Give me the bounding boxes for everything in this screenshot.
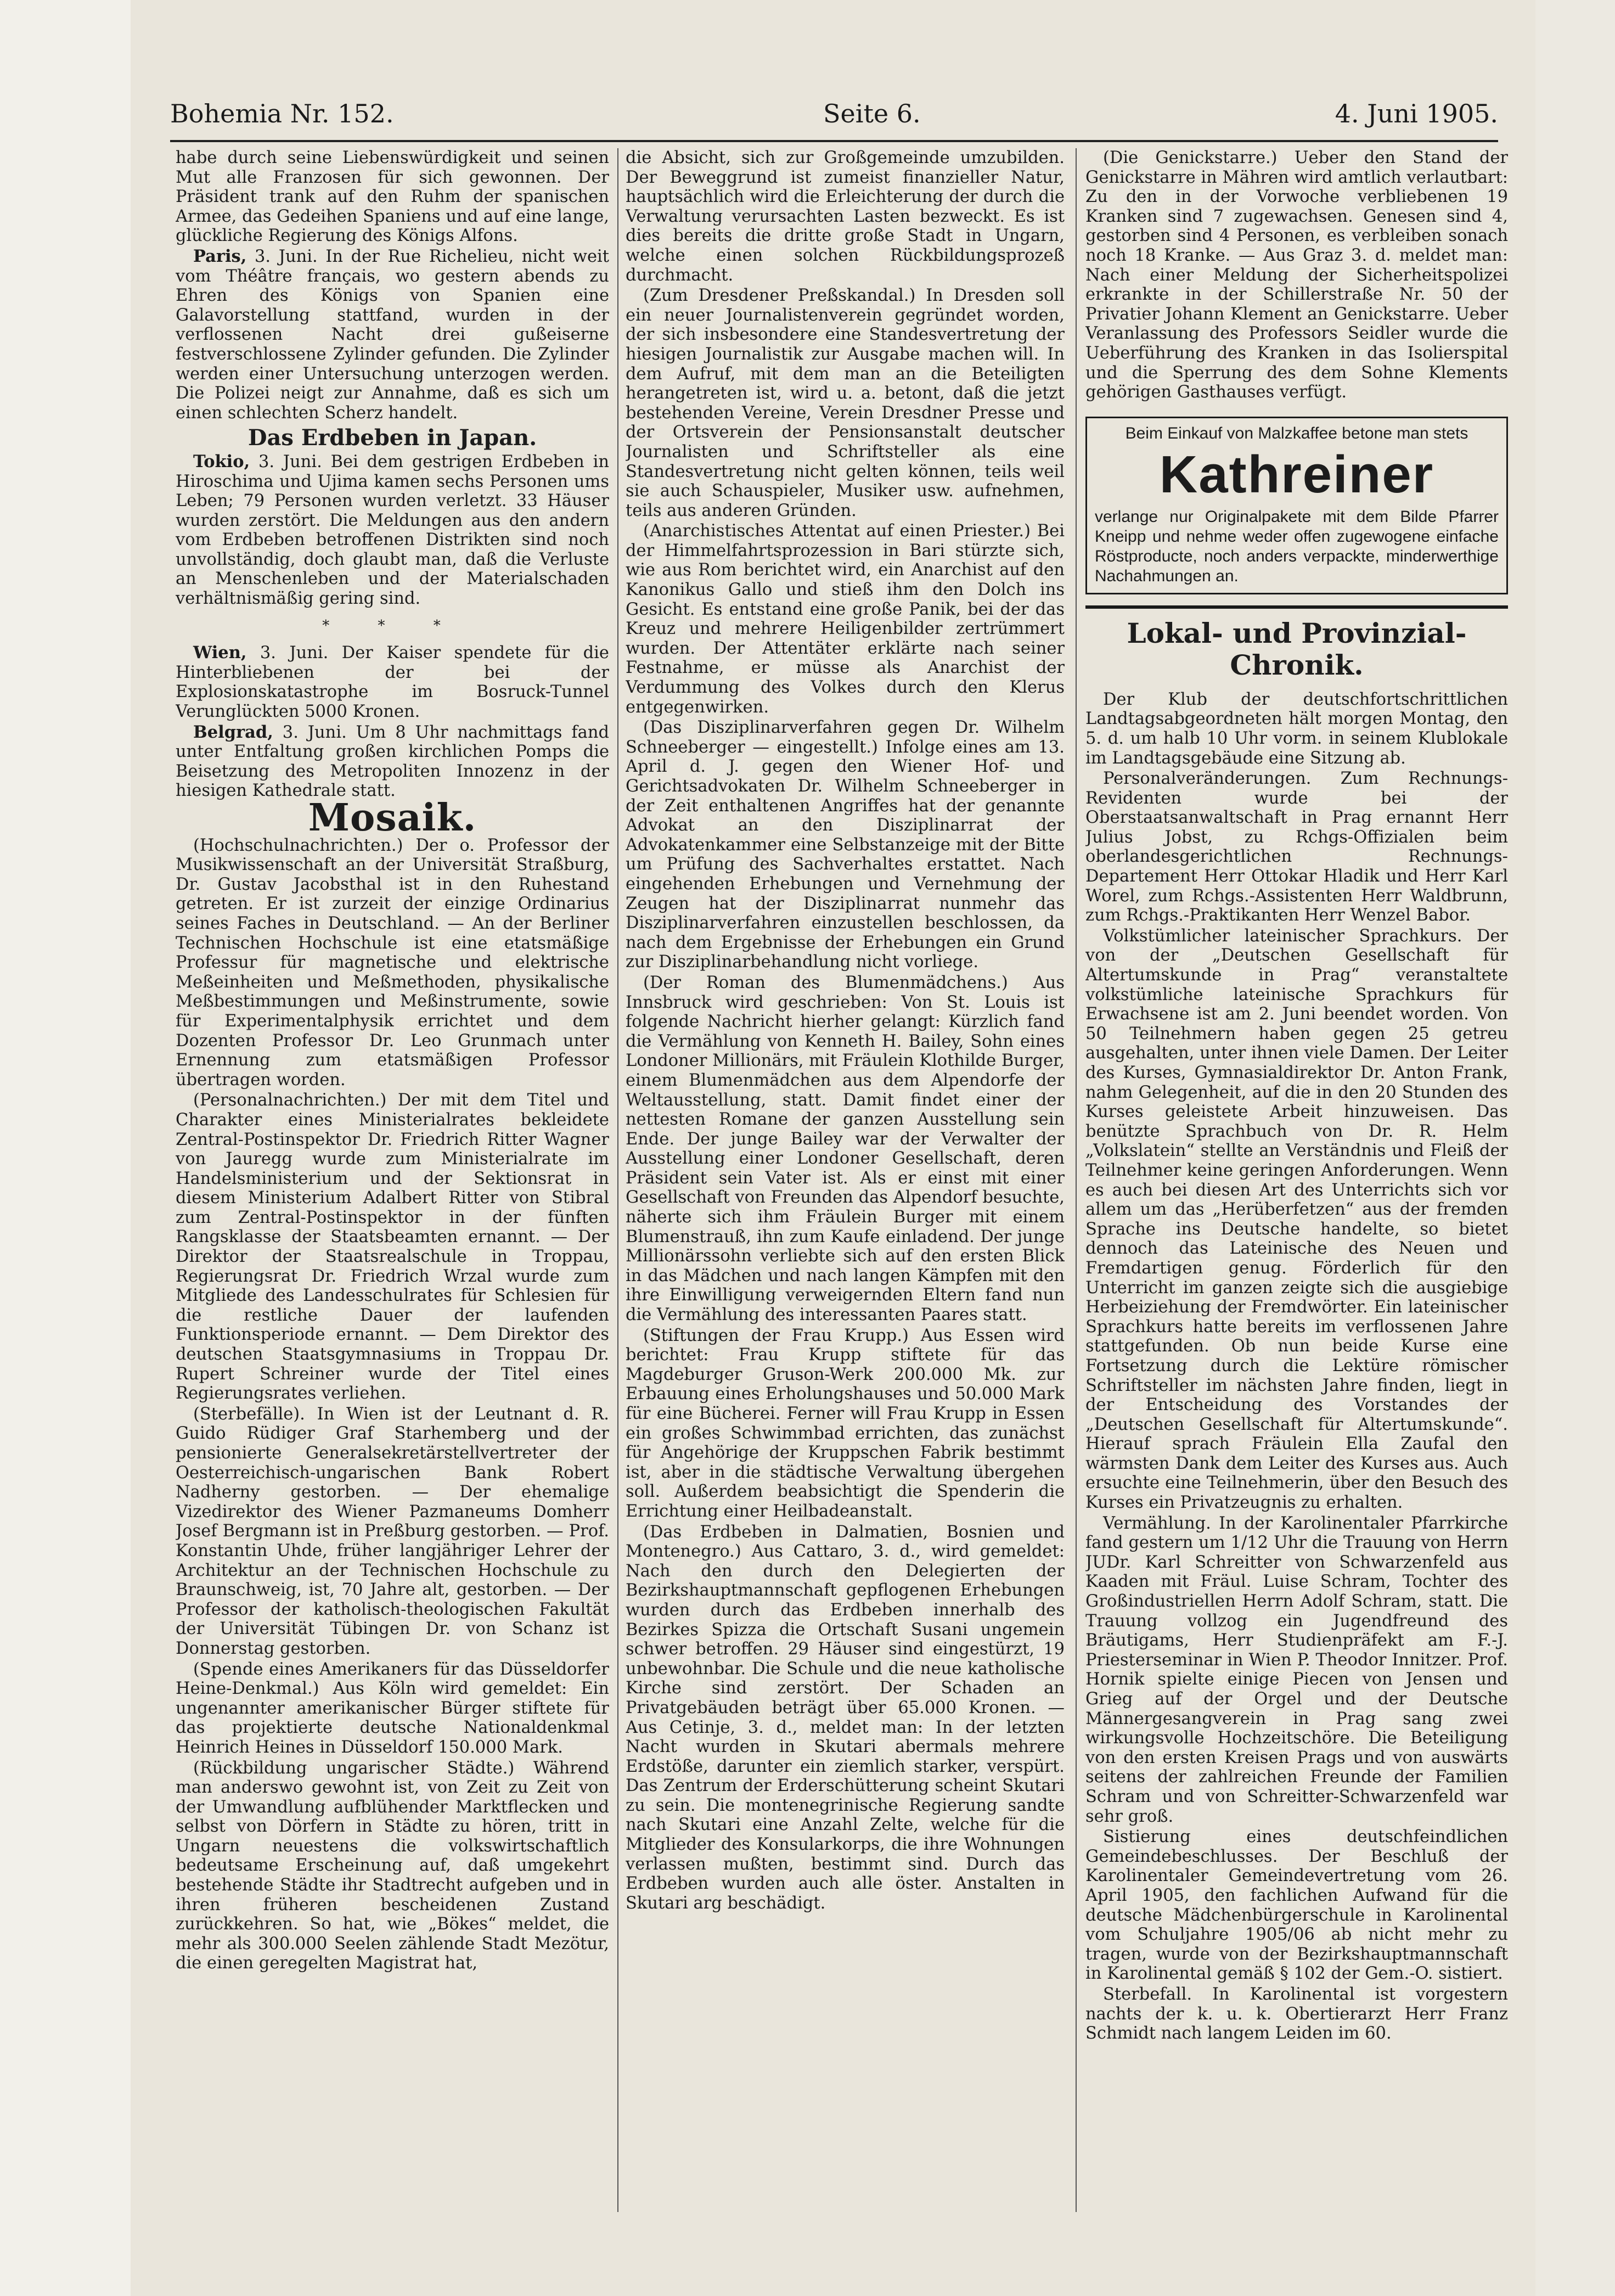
article-text: 3. Juni. Um 8 Uhr nachmittags fand unter Entfaltung großen kirchlichen Pomps die Beisetzung des Metropoliten Innozenz in der hiesigen Kathedrale statt. <box>176 722 609 801</box>
article-paragraph: (Stiftungen der Frau Krupp.) Aus Essen wird berichtet: Frau Krupp stiftete für das Magdeburger Gruson-Werk 200.000 Mk. zur Erbauung eines Erholungshauses und 50.000 Mark für eine Bücherei. Ferner will Frau Krupp in Essen ein großes Schwimmbad errichten, das zunächst für Angehörige der Kruppschen Fabrik bestimmt ist, aber in die städtische Verwaltung übergehen soll. Außerdem beabsichtigt die Spenderin die Errichtung einer Heilbadeanstalt. <box>626 1326 1065 1521</box>
article-paragraph: (Der Roman des Blumenmädchens.) Aus Innsbruck wird geschrieben: Von St. Louis ist folgende Nachricht hierher gelangt: Kürzlich fand die Vermählung von Kenneth H. Bailey, Sohn eines Londoner Millionärs, mit Fräulein Klothilde Burger, einem Blumenmädchen aus dem Alpendorfe der Weltausstellung, statt. Damit findet einer der nettesten Romane der ganzen Ausstellung sein Ende. Der junge Bailey war der Verwalter der Ausstellung einer Londoner Gesellschaft, deren Präsident sein Vater ist. Als er einst mit einer Gesellschaft von Freunden das Alpendorf besuchte, näherte sich ihm Fräulein Burger mit einem Blumenstrauß, ihn zum Kaufe einladend. Der junge Millionärssohn verliebte sich auf den ersten Blick in das Mädchen und nach langen Kämpfen mit den ihre Einwilligung verweigernden Eltern fand nun die Vermählung des interessanten Paares statt. <box>626 973 1065 1325</box>
article-text: 3. Juni. In der Rue Richelieu, nicht weit vom Théâtre français, wo gestern abends zu Ehren des Königs von Spanien eine Galavorstellung stattfand, wurden in der verflossenen Nacht drei gußeiserne festverschlossene Zylinder gefunden. Die Zylinder werden einer Untersuchung unterzogen werden. Die Polizei neigt zur Annahme, daß es sich um einen schlechten Scherz handelt. <box>176 246 609 423</box>
article-text: 3. Juni. Der Kaiser spendete für die Hinterbliebenen der bei der Explosionskatastrophe im Bosruck-Tunnel Verunglückten 5000 Kronen. <box>176 643 609 722</box>
ad-brand: Kathreiner <box>1159 445 1434 504</box>
section-rule <box>1085 605 1508 609</box>
article-text: 3. Juni. Bei dem gestrigen Erdbeben in Hiroschima und Ujima kamen sechs Personen ums Leben; 79 Personen wurden verletzt. 33 Häuser wurden zerstört. Die Meldungen aus den andern vom Erdbeben betroffenen Distrikten sind noch unvollständig, doch glaubt man, daß die Verluste an Menschenleben und der Materialschaden verhältnismäßig gering sind. <box>176 452 609 609</box>
page-header <box>170 93 1498 137</box>
column-2 <box>626 148 1065 2212</box>
dateline: Paris, <box>193 246 247 266</box>
section-heading: Das Erdbeben in Japan. <box>247 425 537 451</box>
article-paragraph: Vermählung. In der Karolinentaler Pfarrkirche fand gestern um 1/12 Uhr die Trauung von Herrn JUDr. Karl Schreitter von Schwarzenfeld aus Kaaden mit Fräul. Luise Schram, Tochter des Großindustriellen Herrn Adolf Schram, statt. Die Trauung vollzog ein Jugendfreund des Bräutigams, Herr Studienpräfekt am F.-J. Priesterseminar in Wien P. Theodor Innitzer. Prof. Hornik spielte einige Piecen von Jensen und Grieg auf der Orgel und der Deutsche Männergesangverein in Prag sang zwei wirkungsvolle Hochzeitschöre. Die Beteiligung von den ersten Kreisen Prags und von auswärts seitens der zahlreichen Freunde der Familien Schram und von Schreitter-Schwarzenfeld war sehr groß. <box>1085 1513 1508 1826</box>
section-title-chronik: Lokal- und Provinzial-Chronik. <box>1127 616 1467 681</box>
separator-stars: * * * <box>322 617 463 634</box>
column-3 <box>1085 148 1508 2212</box>
column-1 <box>176 148 609 2212</box>
article-paragraph <box>176 723 609 801</box>
dateline: Wien, <box>193 643 247 663</box>
article-paragraph <box>176 247 609 423</box>
ad-intro: Beim Einkauf von Malzkaffee betone man stets <box>1125 424 1468 442</box>
header-page-number: Seite 6. <box>823 99 921 128</box>
article-paragraph: (Die Genickstarre.) Ueber den Stand der Genickstarre in Mähren wird amtlich verlautbart: Zu den in der Vorwoche verbliebenen 19 Kranken sind 7 zugewachsen. Genesen sind 4, gestorben sind 4 Personen, es verbleiben sonach noch 18 Kranke. — Aus Graz 3. d. meldet man: Nach einer Meldung der Sicherheitspolizei erkrankte in der Schillerstraße Nr. 50 der Privatier Johann Klement an Genickstarre. Ueber Veranlassung des Professors Seidler wurde die Ueberführung des Kranken in das Isolierspital und die Sperrung des dem Sohne Klements gehörigen Gasthauses verfügt. <box>1085 148 1508 402</box>
header-issue: Bohemia Nr. 152. <box>170 99 394 128</box>
article-paragraph: habe durch seine Liebenswürdigkeit und seinen Mut alle Franzosen für sich gewonnen. Der Präsident trank auf den Ruhm der spanischen Armee, das Gedeihen Spaniens und auf eine lange, glückliche Regierung des Königs Alfons. <box>176 148 609 246</box>
dateline: Tokio, <box>193 451 250 471</box>
section-title-mosaik: Mosaik. <box>308 796 477 840</box>
article-paragraph: (Rückbildung ungarischer Städte.) Während man anderswo gewohnt ist, von Zeit zu Zeit von der Umwandlung aufblühender Marktflecken und selbst von Dörfern in Städte zu hören, tritt in Ungarn neuestens die volkswirtschaftlich bedeutsame Erscheinung auf, daß umgekehrt bestehende Städte ihr Stadtrecht aufgeben und in ihren früheren bescheidenen Zustand zurückkehren. So hat, wie „Bökes“ meldet, die mehr als 300.000 Seelen zählende Stadt Mezötur, die einen geregelten Magistrat hat, <box>176 1758 609 1973</box>
article-paragraph: (Personalnachrichten.) Der mit dem Titel und Charakter eines Ministerialrates bekleidete Zentral-Postinspektor Dr. Friedrich Ritter Wagner von Jauregg wurde zum Ministerialrate im Handelsministerium und der Sektionsrat in diesem Ministerium Adalbert Ritter von Stibral zum Zentral-Postinspektor in der fünften Rangsklasse der Staatsbeamten ernannt. — Der Direktor der Staatsrealschule in Troppau, Regierungsrat Dr. Friedrich Wrzal wurde zum Mitgliede des Landesschulrates für Schlesien für die restliche Dauer der laufenden Funktionsperiode ernannt. — Dem Direktor des deutschen Staatsgymnasiums in Troppau Dr. Rupert Schreiner wurde der Titel eines Regierungsrates verliehen. <box>176 1091 609 1404</box>
column-divider <box>617 148 618 2212</box>
article-paragraph: die Absicht, sich zur Großgemeinde umzubilden. Der Beweggrund ist zumeist finanzieller Natur, hauptsächlich wird die Erleichterung der durch die Verwaltung verursachten Lasten bezweckt. Es ist dies bereits die dritte große Stadt in Ungarn, welche einen solchen Rückbildungsprozeß durchmacht. <box>626 148 1065 285</box>
article-paragraph: (Hochschulnachrichten.) Der o. Professor der Musikwissenschaft an der Universität Straßburg, Dr. Gustav Jacobsthal ist in den Ruhestand getreten. Er ist zurzeit der einzige Ordinarius seines Faches in Deutschland. — An der Berliner Technischen Hochschule ist eine etatsmäßige Professur für magnetische und elektrische Meßeinheiten und Meßmethoden, physikalische Meßbestimmungen und Meßinstrumente, sowie für Experimentalphysik errichtet und dem Dozenten Professor Dr. Leo Grunmach unter Ernennung zum etatsmäßigen Professor übertragen worden. <box>176 835 609 1090</box>
header-rule <box>170 140 1498 142</box>
article-paragraph: (Anarchistisches Attentat auf einen Priester.) Bei der Himmelfahrtsprozession in Bari stürzte sich, wie aus Rom berichtet wird, ein Anarchist auf den Kanonikus Gallo und stieß ihm den Dolch ins Gesicht. Es entstand eine große Panik, bei der das Kreuz und mehrere Heiligenbilder zertrümmert wurden. Der Attentäter erklärte nach seiner Festnahme, er müsse als Anarchist der Verdummung des Volkes durch den Klerus entgegenwirken. <box>626 521 1065 717</box>
dateline: Belgrad, <box>193 722 273 742</box>
article-paragraph: (Sterbefälle). In Wien ist der Leutnant d. R. Guido Rüdiger Graf Starhemberg und der pensionierte Generalsekretärstellvertreter der Oesterreichisch-ungarischen Bank Robert Nadherny gestorben. — Der ehemalige Vizedirektor des Wiener Pazmaneums Domherr Josef Bergmann ist in Preßburg gestorben. — Prof. Konstantin Uhde, früher langjähriger Lehrer der Architektur an der Technischen Hochschule zu Braunschweig, ist, 70 Jahre alt, gestorben. — Der Professor der katholisch-theologischen Fakultät der Universität Tübingen Dr. von Schanz ist Donnerstag gestorben. <box>176 1404 609 1658</box>
article-paragraph: Sterbefall. In Karolinental ist vorgestern nachts der k. u. k. Obertierarzt Herr Franz Schmidt nach langem Leiden im 60. <box>1085 1984 1508 2044</box>
article-paragraph: Sistierung eines deutschfeindlichen Gemeindebeschlusses. Der Beschluß der Karolinentaler Gemeindevertretung vom 26. April 1905, den fachlichen Aufwand für die deutsche Mädchenbürgerschule in Karolinental vom Schuljahre 1905/06 ab nicht mehr zu tragen, wurde von der Bezirkshauptmannschaft in Karolinental gemäß § 102 der Gem.-O. sistiert. <box>1085 1827 1508 1984</box>
article-paragraph: Volkstümlicher lateinischer Sprachkurs. Der von der „Deutschen Gesellschaft für Altertumskunde in Prag“ veranstaltete volkstümliche lateinische Sprachkurs für Erwachsene ist am 2. Juni beendet worden. Von 50 Teilnehmern haben gegen 25 getreu ausgehalten, unter ihnen viele Damen. Der Leiter des Kurses, Gymnasialdirektor Dr. Anton Frank, nahm Gelegenheit, auf die in den 20 Stunden des Kurses geleistete Arbeit hinzuweisen. Das benützte Sprachbuch von Dr. R. Helm „Volkslatein“ stellte an Verständnis und Fleiß der Teilnehmer keine geringen Anforderungen. Wenn es auch bei diesen Art des Unterrichts sich vor allem um das „Herüberfetzen“ aus der fremden Sprache ins Deutsche handelte, so bietet dennoch das Lateinische des Neuen und Fremdartigen genug. Förderlich für den Unterricht im ganzen zeigte sich die ausgiebige Herbeiziehung der Fremdwörter. Ein lateinischer Sprachkurs hatte bereits im verflossenen Jahre stattgefunden. Ob nun beide Kurse eine Fortsetzung durch die Lektüre römischer Schriftsteller im nächsten Jahre finden, liegt in der Entscheidung des Vorstandes der „Deutschen Gesellschaft für Altertumskunde“. Hierauf sprach Fräulein Ella Zaufal den wärmsten Dank dem Leiter des Kurses aus. Auch ersuchte eine Teilnehmerin, über den Besuch des Kurses ein Privatzeugnis zu erhalten. <box>1085 926 1508 1513</box>
article-paragraph: (Das Erdbeben in Dalmatien, Bosnien und Montenegro.) Aus Cattaro, 3. d., wird gemeldet: Nach den durch den Delegierten der Bezirkshauptmannschaft gepflogenen Erhebungen wurden durch das Erdbeben innerhalb des Bezirkes Spizza die Ortschaft Susani ungemein schwer betroffen. 29 Häuser sind eingestürzt, 19 unbewohnbar. Die Schule und die neue katholische Kirche sind zerstört. Der Schaden an Privatgebäuden beträgt über 65.000 Kronen. — Aus Cetinje, 3. d., meldet man: In der letzten Nacht wurden in Skutari abermals mehrere Erdstöße, darunter ein ziemlich starker, verspürt. Das Zentrum der Erderschütterung scheint Skutari zu sein. Die montenegrinische Regierung sandte nach Skutari eine Anzahl Zelte, welche für die Mitglieder des Konsularkorps, die ihre Wohnungen verlassen mußten, bestimmt sind. Durch das Erdbeben wurden auch alle öster. Anstalten in Skutari arg beschädigt. <box>626 1522 1065 1913</box>
ad-body: verlange nur Originalpakete mit dem Bilde Pfarrer Kneipp und nehme weder offen zugewogene einfache Röstproducte, noch anders verpackte, minderwerthige Nachahmungen an. <box>1095 507 1499 585</box>
article-paragraph: Der Klub der deutschfortschrittlichen Landtagsabgeordneten hält morgen Montag, den 5. d. um halb 10 Uhr vorm. in seinem Klublokale im Landtagsgebäude eine Sitzung ab. <box>1085 689 1508 768</box>
article-paragraph: (Das Disziplinarverfahren gegen Dr. Wilhelm Schneeberger — eingestellt.) Infolge eines am 13. April d. J. gegen den Wiener Hof- und Gerichtsadvokaten Dr. Wilhelm Schneeberger in der Zeit enthaltenen Angriffes hat der genannte Advokat an den Disziplinarrat der Advokatenkammer eine Selbstanzeige mit der Bitte um Prüfung des Sachverhaltes erstattet. Nach eingehenden Erhebungen und Vernehmung der Zeugen hat der Disziplinarrat nunmehr das Disziplinarverfahren einzustellen beschlossen, da nach dem Ergebnisse der Erhebungen ein Grund zur Disziplinarbehandlung nicht vorliege. <box>626 718 1065 972</box>
column-divider <box>1076 148 1077 2212</box>
kathreiner-advertisement <box>1085 417 1508 594</box>
article-paragraph: (Spende eines Amerikaners für das Düsseldorfer Heine-Denkmal.) Aus Köln wird gemeldet: Ein ungenannter amerikanischer Bürger stiftete für das projektierte deutsche Nationaldenkmal Heinrich Heines in Düsseldorf 150.000 Mark. <box>176 1659 609 1757</box>
article-paragraph: (Zum Dresdener Preßskandal.) In Dresden soll ein neuer Journalistenverein gegründet worden, der sich insbesondere eine Standesvertretung der hiesigen Journalistik zur Ausgabe machen will. In dem Aufruf, mit dem man an die Beteiligten herangetreten ist, wird u. a. betont, daß die jetzt bestehenden Vereine, Verein Dresdner Presse und der Ortsverein der Pensionsanstalt deutscher Journalisten und Schriftsteller als eine Standesvertretung nicht gelten können, teils weil sie auch Schauspieler, Musiker usw. aufnehmen, teils aus anderen Gründen. <box>626 286 1065 520</box>
article-paragraph: Personalveränderungen. Zum Rechnungs-Revidenten wurde bei der Oberstaatsanwaltschaft in Prag ernannt Herr Julius Jobst, zu Rchgs-Offizialen beim oberlandesgerichtlichen Rechnungs-Departement Herr Ottokar Hladik und Herr Karl Worel, zum Rchgs.-Assistenten Herr Waldbrunn, zum Rchgs.-Praktikanten Herr Wenzel Babor. <box>1085 769 1508 925</box>
article-paragraph <box>176 643 609 721</box>
page-margin <box>0 0 131 2296</box>
article-paragraph <box>176 452 609 609</box>
header-date: 4. Juni 1905. <box>1335 99 1498 128</box>
